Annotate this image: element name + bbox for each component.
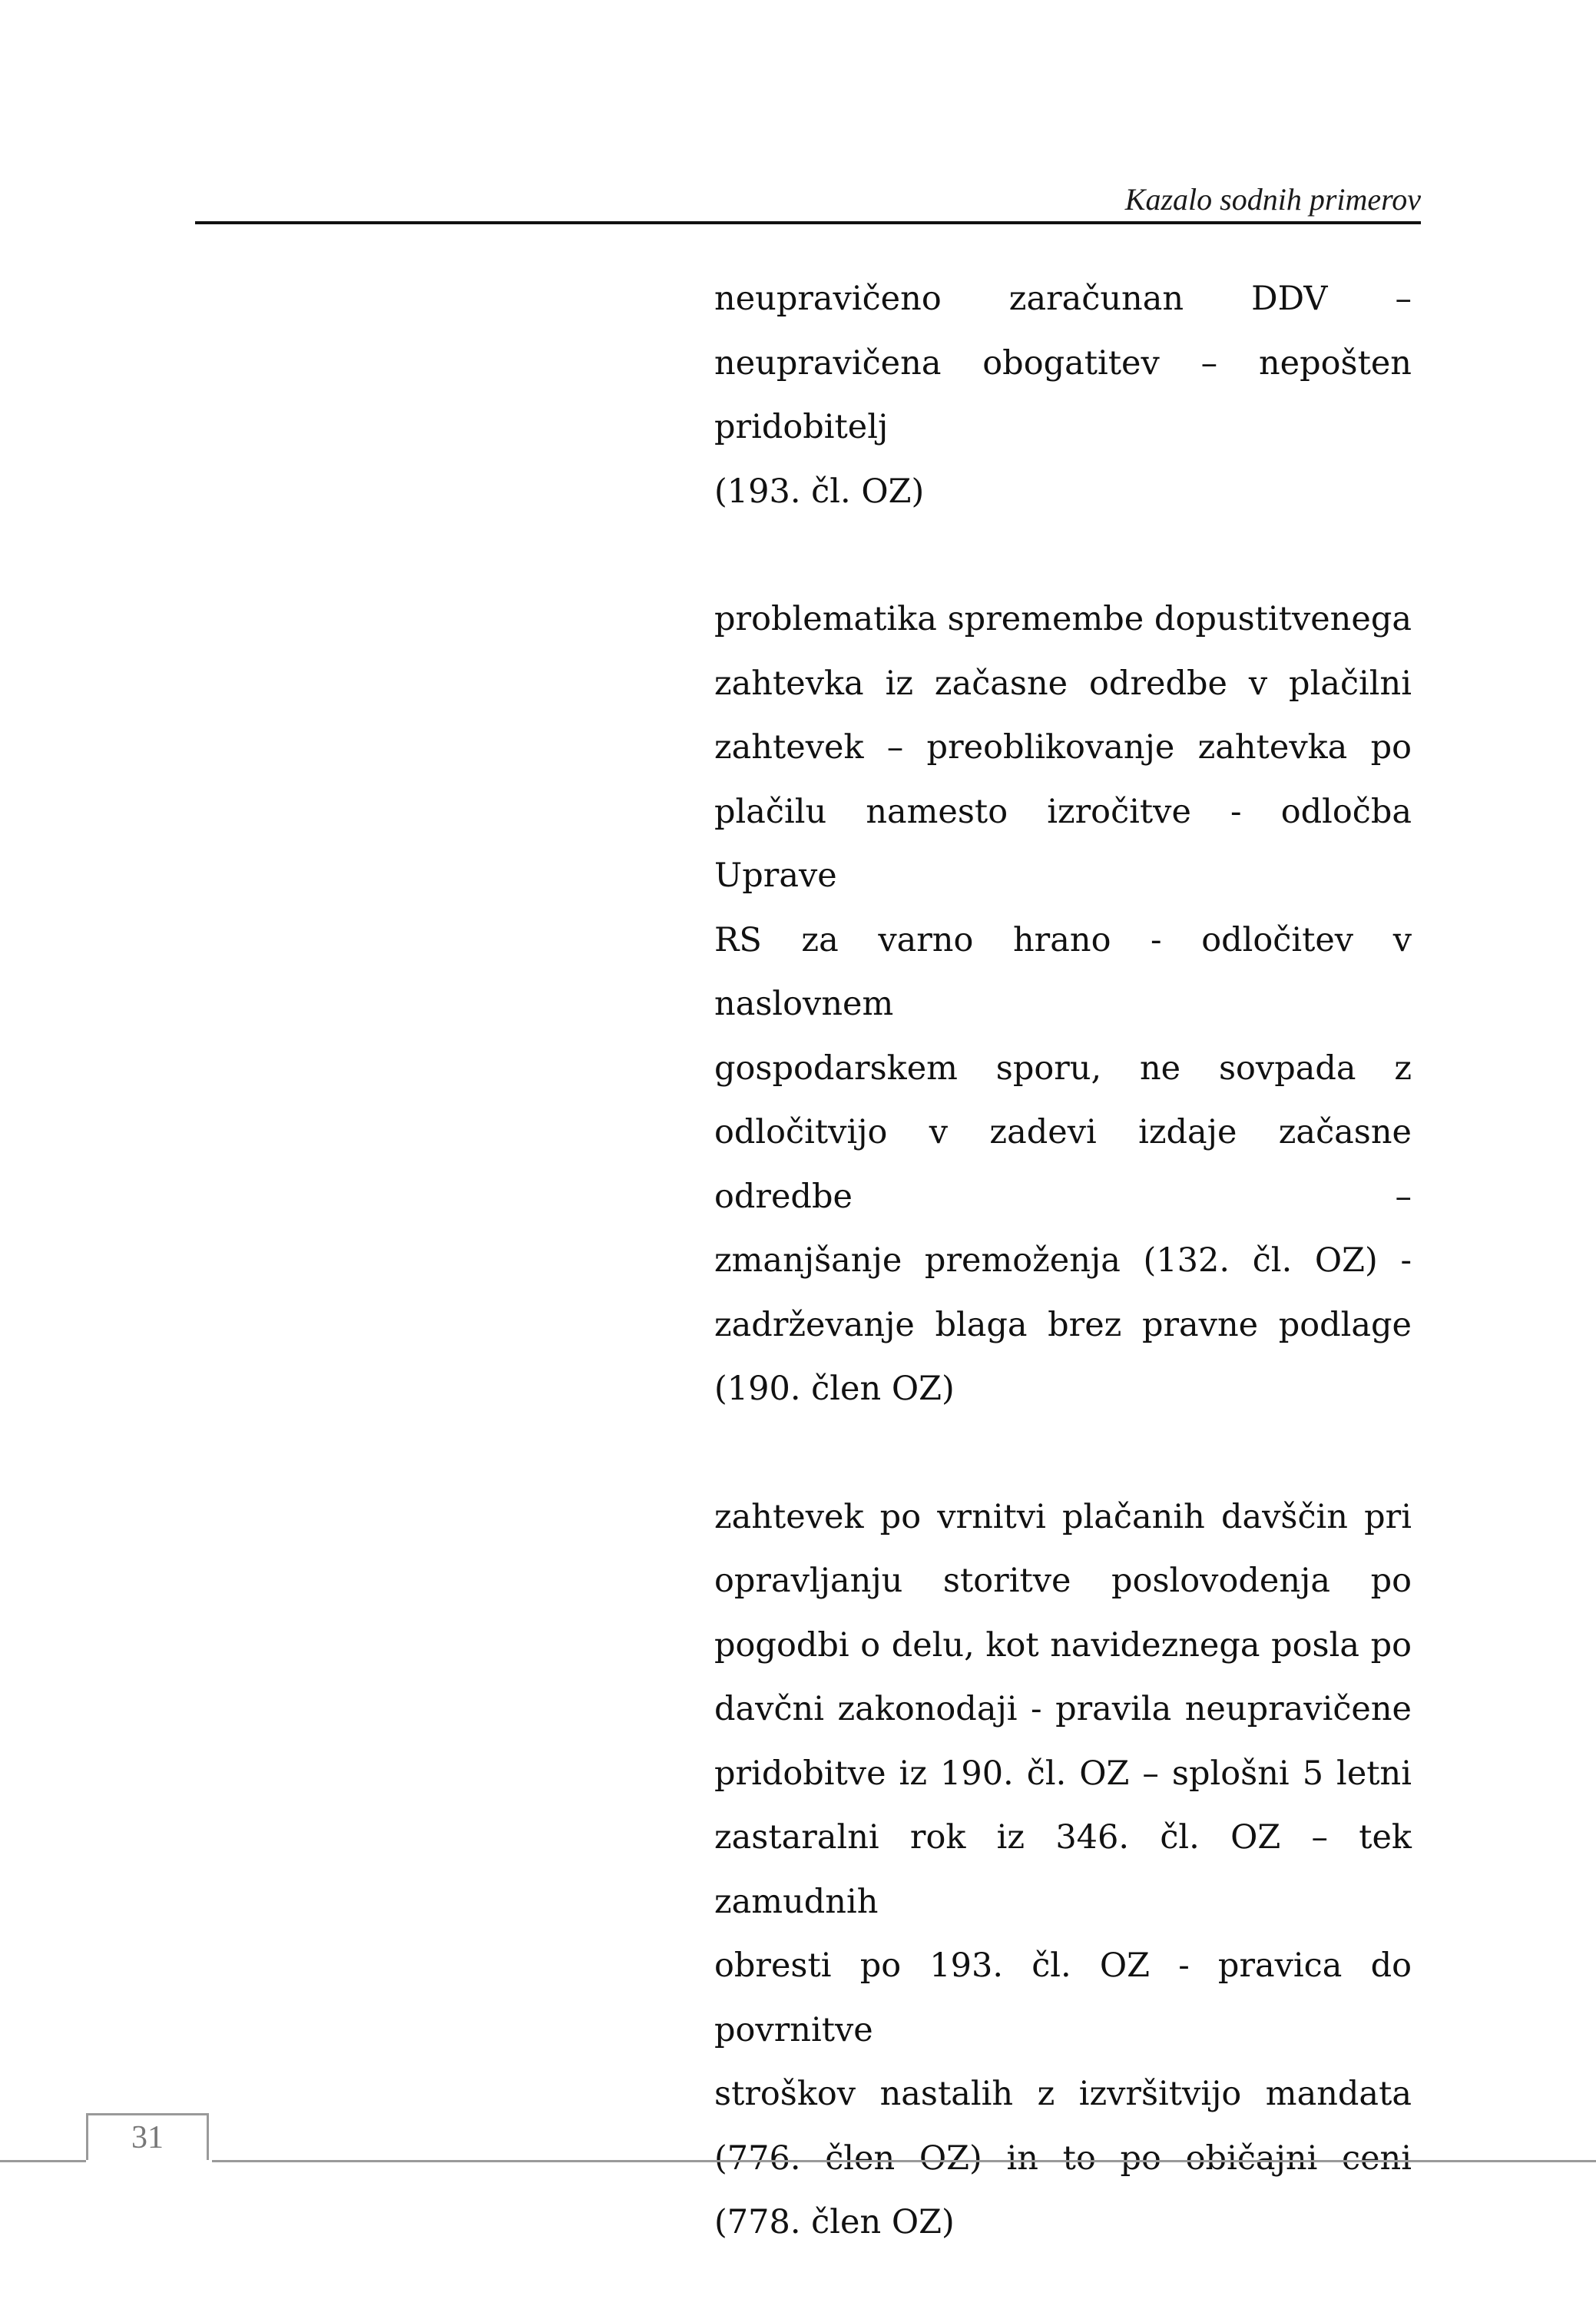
entry-line: odločitvijo v zadevi izdaje začasne odredbe – bbox=[714, 1113, 1412, 1216]
entry-line: stroškov nastalih z izvršitvijo mandata bbox=[714, 2075, 1412, 2113]
index-entry bbox=[714, 1486, 1412, 2255]
footer-rule-right bbox=[212, 2160, 1596, 2162]
entry-line: (193. čl. OZ) bbox=[714, 472, 925, 511]
entry-line: obresti po 193. čl. OZ - pravica do povrnitve bbox=[714, 1946, 1412, 2049]
footer-rule-left bbox=[0, 2160, 86, 2162]
entry-line: zahtevek po vrnitvi plačanih davščin pri bbox=[714, 1497, 1412, 1536]
entry-line: opravljanju storitve poslovodenja po bbox=[714, 1562, 1412, 1600]
entry-line: neupravičeno zaračunan DDV – bbox=[714, 280, 1412, 318]
entry-line: zadrževanje blaga brez pravne podlage bbox=[714, 1305, 1412, 1344]
header-rule bbox=[195, 221, 1421, 224]
entry-line: davčni zakonodaji - pravila neupravičene bbox=[714, 1690, 1412, 1728]
entry-line: zmanjšanje premoženja (132. čl. OZ) - bbox=[714, 1241, 1412, 1280]
entry-line: (776. člen OZ) in to po običajni ceni bbox=[714, 2138, 1412, 2178]
entry-line: pogodbi o delu, kot navideznega posla po bbox=[714, 1625, 1412, 1665]
entry-line: zastaralni rok iz 346. čl. OZ – tek zamudnih bbox=[714, 1818, 1412, 1921]
entry-line: RS za varno hrano - odločitev v naslovnem bbox=[714, 920, 1412, 1023]
entry-line: gospodarskem sporu, ne sovpada z bbox=[714, 1049, 1412, 1088]
entry-line: pridobitve iz 190. čl. OZ – splošni 5 letni bbox=[714, 1754, 1412, 1793]
entry-line: neupravičena obogatitev – nepošten bbox=[714, 343, 1412, 383]
entry-line: (190. člen OZ) bbox=[714, 1370, 955, 1408]
index-entry bbox=[714, 267, 1412, 524]
entry-line: problematika spremembe dopustitvenega bbox=[714, 600, 1412, 638]
entry-line: (778. člen OZ) bbox=[714, 2203, 955, 2241]
index-content bbox=[714, 267, 1412, 2319]
entry-line: plačilu namesto izročitve - odločba Uprave bbox=[714, 792, 1412, 895]
entry-line: zahtevka iz začasne odredbe v plačilni bbox=[714, 664, 1412, 703]
entry-line: zahtevek – preoblikovanje zahtevka po bbox=[714, 728, 1412, 767]
entry-line: pridobitelj bbox=[714, 408, 889, 446]
index-entry bbox=[714, 588, 1412, 1422]
running-header: Kazalo sodnih primerov bbox=[1124, 182, 1421, 217]
page-number: 31 bbox=[131, 2120, 164, 2155]
